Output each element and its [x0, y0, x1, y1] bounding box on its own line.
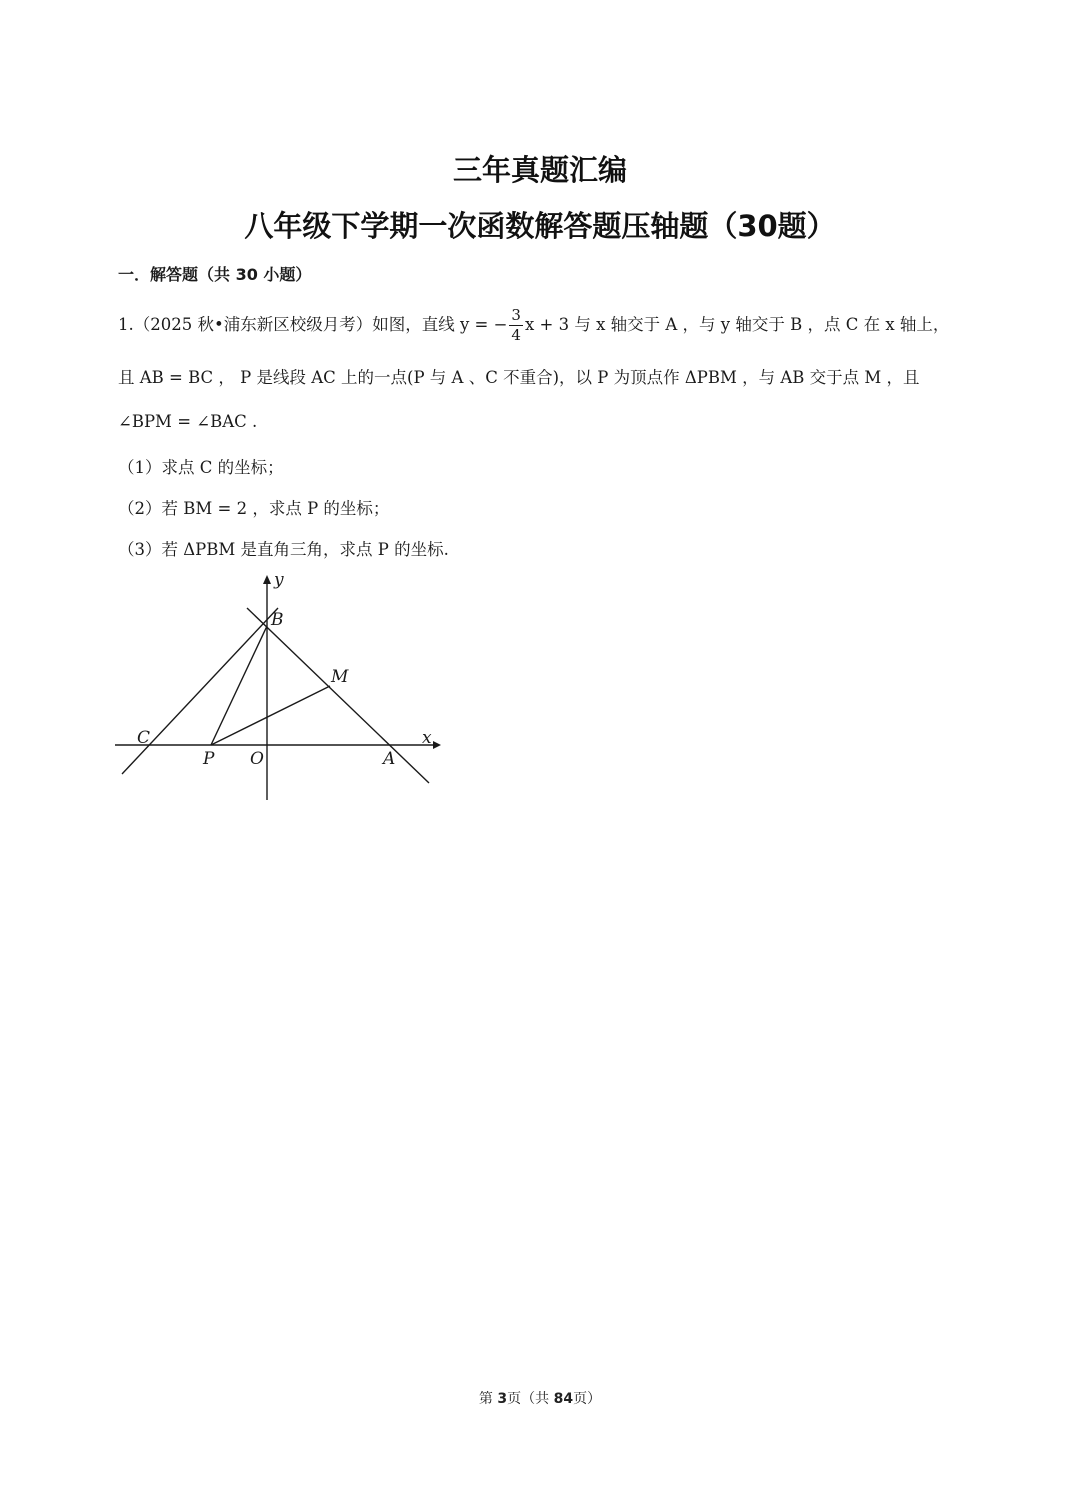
- label-o: O: [250, 749, 264, 769]
- label-p: P: [203, 749, 215, 769]
- question-intro-line: [118, 308, 949, 343]
- current-page-number: 3: [497, 1391, 508, 1407]
- label-a: A: [383, 749, 396, 769]
- segment-pm: [211, 686, 330, 745]
- document-subtitle: 八年级下学期一次函数解答题压轴题（30题）: [244, 209, 836, 243]
- document-title: 三年真题汇编: [452, 153, 627, 187]
- question-part-1: （1）求点 C 的坐标；: [118, 458, 284, 477]
- footer-prefix: 第: [478, 1391, 498, 1407]
- question-line-3: ∠BPM = ∠BAC .: [118, 412, 258, 431]
- fraction-denominator: 4: [511, 326, 521, 344]
- section-heading: 一．解答题（共 30 小题）: [118, 265, 312, 284]
- question-part-3: （3）若 ΔPBM 是直角三角，求点 P 的坐标.: [118, 540, 449, 559]
- question-intro-after: x + 3 与 x 轴交于 A ，与 y 轴交于 B ，点 C 在 x 轴上，: [524, 315, 950, 334]
- line-ab: [247, 608, 429, 783]
- footer-suffix: 页）: [573, 1391, 602, 1407]
- label-b: B: [271, 610, 284, 630]
- x-axis-arrow: [433, 741, 441, 749]
- page-footer: [0, 1388, 1080, 1408]
- footer-mid: 页（共: [507, 1391, 554, 1407]
- segment-pb: [211, 626, 267, 745]
- total-pages: 84: [553, 1391, 574, 1407]
- fraction-numerator: 3: [511, 306, 521, 324]
- question-line-2: 且 AB = BC ， P 是线段 AC 上的一点(P 与 A 、C 不重合)，以 P 为顶点作 ΔPBM ，与 AB 交于点 M ，且: [118, 368, 920, 387]
- geometry-figure: [110, 568, 450, 808]
- slope-fraction: [509, 308, 523, 343]
- question-part-2: （2）若 BM = 2 ，求点 P 的坐标；: [118, 499, 390, 518]
- y-axis-arrow: [263, 575, 271, 584]
- label-y: y: [274, 570, 284, 590]
- label-c: C: [137, 728, 151, 748]
- label-x: x: [422, 728, 432, 748]
- label-m: M: [331, 667, 349, 687]
- question-intro-before: 1.（2025 秋•浦东新区校级月考）如图，直线 y = −: [118, 315, 508, 334]
